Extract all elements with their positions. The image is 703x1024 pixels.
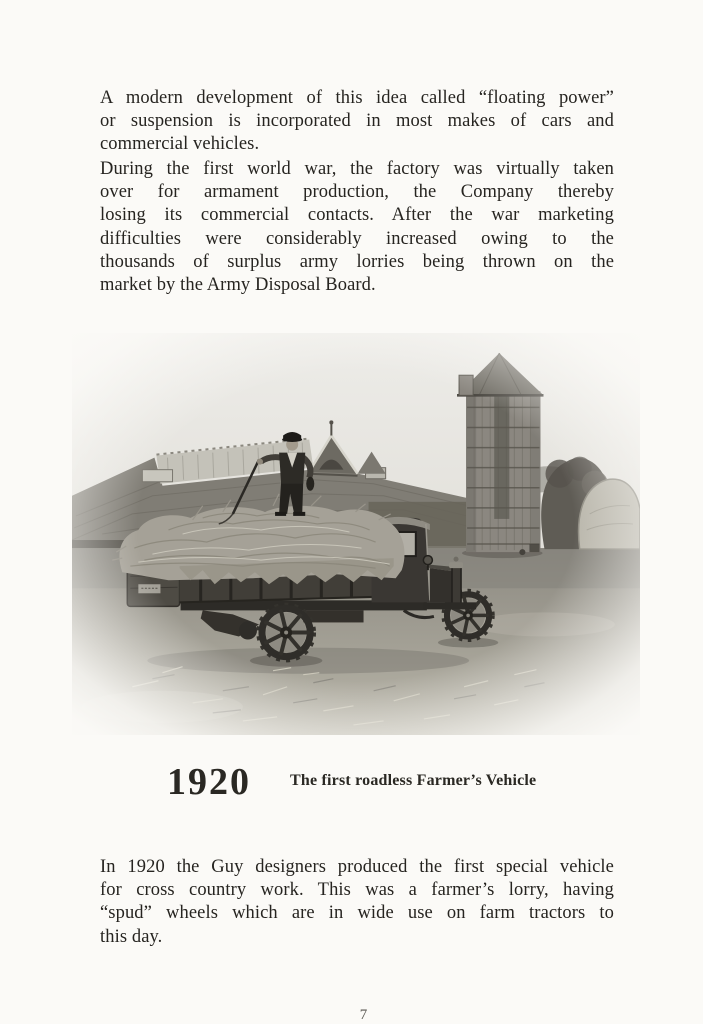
text-line: “spud” wheels which are in wide use on farm tractors to <box>100 903 614 924</box>
text-line: for cross country work. This was a farmer’s lorry, having <box>100 880 614 901</box>
text-line: this day. <box>100 926 163 947</box>
paragraph-floating-power <box>100 87 614 157</box>
caption-title: The first roadless Farmer’s Vehicle <box>290 772 537 789</box>
text-line: commercial vehicles. <box>100 134 260 155</box>
text-line: In 1920 the Guy designers produced the first special vehicle <box>100 857 614 877</box>
farm-photo-illustration <box>72 333 640 735</box>
text-line: or suspension is incorporated in most makes of cars and <box>100 111 614 132</box>
caption-year: 1920 <box>167 761 251 803</box>
paragraph-first-world-war <box>100 158 614 297</box>
text-line: thousands of surplus army lorries being thrown on the <box>100 251 614 272</box>
text-line: A modern development of this idea called “floating power” <box>100 88 614 108</box>
text-line: difficulties were considerably increased owing to the <box>100 228 614 249</box>
text-line: market by the Army Disposal Board. <box>100 275 376 296</box>
farm-photograph <box>72 333 640 735</box>
text-line: During the first world war, the factory was virtually taken <box>100 159 614 179</box>
text-line: losing its commercial contacts. After the war marketing <box>100 205 614 226</box>
page-number: 7 <box>359 1007 368 1023</box>
text-line: over for armament production, the Company thereby <box>100 182 614 203</box>
photo-vignette <box>72 333 640 735</box>
paragraph-1920-vehicle <box>100 856 614 949</box>
